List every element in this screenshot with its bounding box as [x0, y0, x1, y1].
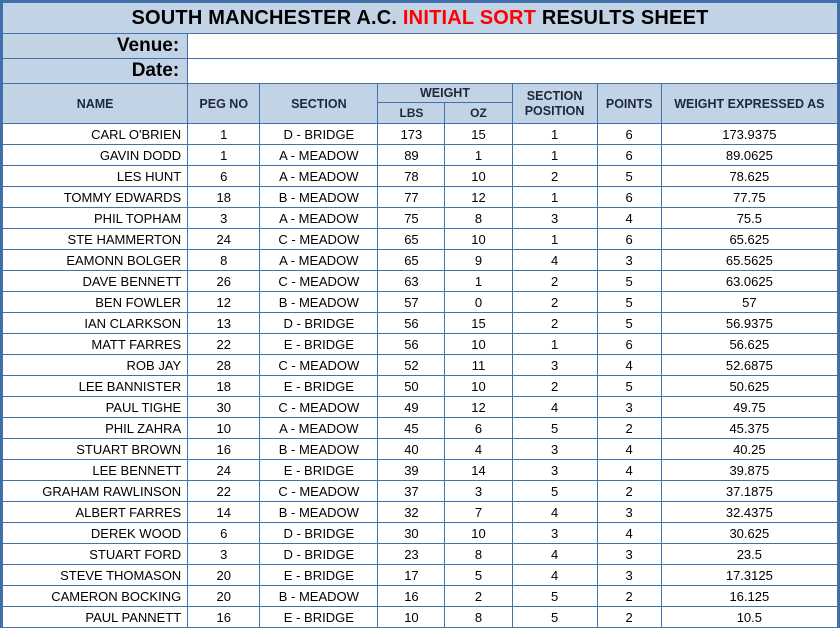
cell-section-position: 2 [512, 292, 597, 313]
cell-name: GAVIN DODD [3, 145, 188, 166]
cell-points: 3 [597, 565, 661, 586]
cell-points: 4 [597, 460, 661, 481]
cell-oz: 4 [445, 439, 512, 460]
cell-peg-no: 6 [188, 166, 260, 187]
cell-section-position: 1 [512, 229, 597, 250]
cell-name: CAMERON BOCKING [3, 586, 188, 607]
cell-points: 6 [597, 145, 661, 166]
table-row [3, 145, 838, 166]
cell-points: 5 [597, 376, 661, 397]
cell-weight-expressed-as: 16.125 [661, 586, 837, 607]
cell-section: E - BRIDGE [260, 334, 378, 355]
column-header-section-position: SECTION POSITION [512, 84, 597, 124]
cell-points: 5 [597, 271, 661, 292]
title-row [3, 3, 838, 34]
table-row [3, 208, 838, 229]
cell-section: D - BRIDGE [260, 313, 378, 334]
title-highlight: INITIAL SORT [402, 6, 537, 29]
cell-lbs: 39 [378, 460, 445, 481]
table-row [3, 544, 838, 565]
cell-section: A - MEADOW [260, 208, 378, 229]
cell-weight-expressed-as: 63.0625 [661, 271, 837, 292]
table-body [3, 124, 838, 628]
cell-oz: 10 [445, 376, 512, 397]
cell-peg-no: 28 [188, 355, 260, 376]
cell-oz: 10 [445, 229, 512, 250]
cell-points: 2 [597, 586, 661, 607]
title-post: RESULTS SHEET [536, 6, 709, 29]
table-row [3, 565, 838, 586]
cell-oz: 11 [445, 355, 512, 376]
cell-name: ROB JAY [3, 355, 188, 376]
cell-oz: 1 [445, 271, 512, 292]
cell-name: CARL O'BRIEN [3, 124, 188, 145]
cell-name: STEVE THOMASON [3, 565, 188, 586]
cell-section: C - MEADOW [260, 481, 378, 502]
cell-oz: 12 [445, 187, 512, 208]
cell-weight-expressed-as: 30.625 [661, 523, 837, 544]
cell-weight-expressed-as: 75.5 [661, 208, 837, 229]
cell-section: B - MEADOW [260, 187, 378, 208]
cell-name: DAVE BENNETT [3, 271, 188, 292]
cell-lbs: 89 [378, 145, 445, 166]
cell-peg-no: 1 [188, 124, 260, 145]
cell-lbs: 49 [378, 397, 445, 418]
cell-peg-no: 1 [188, 145, 260, 166]
cell-section: D - BRIDGE [260, 523, 378, 544]
cell-section: B - MEADOW [260, 292, 378, 313]
cell-section-position: 2 [512, 376, 597, 397]
cell-section: D - BRIDGE [260, 544, 378, 565]
table-row [3, 124, 838, 145]
cell-section-position: 1 [512, 334, 597, 355]
cell-section: C - MEADOW [260, 355, 378, 376]
cell-lbs: 173 [378, 124, 445, 145]
cell-section-position: 1 [512, 145, 597, 166]
table-row [3, 313, 838, 334]
cell-section: E - BRIDGE [260, 460, 378, 481]
venue-label: Venue: [3, 34, 188, 59]
cell-oz: 9 [445, 250, 512, 271]
cell-name: PHIL TOPHAM [3, 208, 188, 229]
cell-points: 3 [597, 502, 661, 523]
table-row [3, 250, 838, 271]
cell-section-position: 4 [512, 502, 597, 523]
cell-lbs: 40 [378, 439, 445, 460]
cell-weight-expressed-as: 65.5625 [661, 250, 837, 271]
cell-lbs: 75 [378, 208, 445, 229]
table-row [3, 586, 838, 607]
cell-oz: 12 [445, 397, 512, 418]
cell-weight-expressed-as: 49.75 [661, 397, 837, 418]
cell-weight-expressed-as: 173.9375 [661, 124, 837, 145]
cell-name: PAUL TIGHE [3, 397, 188, 418]
cell-lbs: 37 [378, 481, 445, 502]
date-label: Date: [3, 59, 188, 84]
cell-section: B - MEADOW [260, 502, 378, 523]
cell-points: 4 [597, 355, 661, 376]
cell-peg-no: 3 [188, 208, 260, 229]
cell-section: A - MEADOW [260, 418, 378, 439]
cell-weight-expressed-as: 89.0625 [661, 145, 837, 166]
cell-oz: 3 [445, 481, 512, 502]
column-header-name: NAME [3, 84, 188, 124]
cell-name: LES HUNT [3, 166, 188, 187]
cell-points: 5 [597, 292, 661, 313]
cell-points: 4 [597, 523, 661, 544]
cell-lbs: 65 [378, 250, 445, 271]
cell-name: PHIL ZAHRA [3, 418, 188, 439]
cell-peg-no: 14 [188, 502, 260, 523]
cell-lbs: 56 [378, 313, 445, 334]
cell-lbs: 10 [378, 607, 445, 628]
cell-section-position: 3 [512, 439, 597, 460]
column-header-peg-no: PEG NO [188, 84, 260, 124]
cell-weight-expressed-as: 77.75 [661, 187, 837, 208]
cell-peg-no: 10 [188, 418, 260, 439]
cell-lbs: 16 [378, 586, 445, 607]
title-pre: SOUTH MANCHESTER A.C. [131, 6, 403, 29]
cell-points: 3 [597, 397, 661, 418]
date-row [3, 59, 838, 84]
cell-weight-expressed-as: 10.5 [661, 607, 837, 628]
cell-oz: 10 [445, 523, 512, 544]
cell-lbs: 65 [378, 229, 445, 250]
cell-section: B - MEADOW [260, 586, 378, 607]
cell-section: A - MEADOW [260, 250, 378, 271]
cell-peg-no: 20 [188, 586, 260, 607]
cell-peg-no: 3 [188, 544, 260, 565]
header-row-top [3, 84, 838, 103]
cell-points: 6 [597, 124, 661, 145]
cell-section-position: 4 [512, 544, 597, 565]
cell-name: LEE BANNISTER [3, 376, 188, 397]
cell-section-position: 2 [512, 166, 597, 187]
cell-lbs: 56 [378, 334, 445, 355]
cell-section: E - BRIDGE [260, 565, 378, 586]
table-row [3, 460, 838, 481]
cell-section: A - MEADOW [260, 166, 378, 187]
table-row [3, 523, 838, 544]
cell-section-position: 4 [512, 397, 597, 418]
cell-lbs: 63 [378, 271, 445, 292]
cell-points: 3 [597, 544, 661, 565]
cell-name: MATT FARRES [3, 334, 188, 355]
cell-weight-expressed-as: 23.5 [661, 544, 837, 565]
cell-oz: 10 [445, 166, 512, 187]
table-row [3, 481, 838, 502]
table-row [3, 271, 838, 292]
cell-oz: 0 [445, 292, 512, 313]
table-row [3, 418, 838, 439]
cell-points: 4 [597, 208, 661, 229]
cell-section-position: 3 [512, 523, 597, 544]
cell-name: DEREK WOOD [3, 523, 188, 544]
cell-peg-no: 16 [188, 607, 260, 628]
cell-lbs: 23 [378, 544, 445, 565]
cell-peg-no: 22 [188, 481, 260, 502]
cell-section-position: 2 [512, 313, 597, 334]
cell-oz: 15 [445, 313, 512, 334]
cell-lbs: 57 [378, 292, 445, 313]
cell-lbs: 17 [378, 565, 445, 586]
cell-lbs: 52 [378, 355, 445, 376]
table-row [3, 334, 838, 355]
cell-weight-expressed-as: 52.6875 [661, 355, 837, 376]
cell-weight-expressed-as: 65.625 [661, 229, 837, 250]
date-value[interactable] [188, 59, 838, 84]
cell-section: C - MEADOW [260, 397, 378, 418]
table-row [3, 607, 838, 628]
cell-name: GRAHAM RAWLINSON [3, 481, 188, 502]
cell-peg-no: 18 [188, 376, 260, 397]
cell-lbs: 50 [378, 376, 445, 397]
cell-points: 6 [597, 334, 661, 355]
cell-section-position: 1 [512, 124, 597, 145]
cell-section: C - MEADOW [260, 271, 378, 292]
cell-weight-expressed-as: 37.1875 [661, 481, 837, 502]
cell-name: LEE BENNETT [3, 460, 188, 481]
table-row [3, 397, 838, 418]
cell-points: 2 [597, 607, 661, 628]
cell-weight-expressed-as: 78.625 [661, 166, 837, 187]
sheet-title [3, 3, 838, 34]
cell-oz: 8 [445, 544, 512, 565]
cell-points: 5 [597, 313, 661, 334]
cell-section-position: 3 [512, 355, 597, 376]
venue-value[interactable] [188, 34, 838, 59]
cell-lbs: 78 [378, 166, 445, 187]
cell-peg-no: 12 [188, 292, 260, 313]
venue-row [3, 34, 838, 59]
cell-name: EAMONN BOLGER [3, 250, 188, 271]
cell-name: ALBERT FARRES [3, 502, 188, 523]
cell-oz: 10 [445, 334, 512, 355]
cell-oz: 8 [445, 208, 512, 229]
cell-peg-no: 26 [188, 271, 260, 292]
cell-peg-no: 30 [188, 397, 260, 418]
cell-points: 6 [597, 187, 661, 208]
cell-section-position: 5 [512, 586, 597, 607]
cell-weight-expressed-as: 40.25 [661, 439, 837, 460]
cell-section-position: 4 [512, 565, 597, 586]
cell-weight-expressed-as: 56.9375 [661, 313, 837, 334]
cell-section-position: 5 [512, 418, 597, 439]
cell-points: 3 [597, 250, 661, 271]
cell-peg-no: 18 [188, 187, 260, 208]
cell-oz: 7 [445, 502, 512, 523]
cell-oz: 5 [445, 565, 512, 586]
cell-name: STUART FORD [3, 544, 188, 565]
cell-weight-expressed-as: 45.375 [661, 418, 837, 439]
cell-section-position: 3 [512, 460, 597, 481]
cell-name: STE HAMMERTON [3, 229, 188, 250]
cell-weight-expressed-as: 17.3125 [661, 565, 837, 586]
cell-oz: 14 [445, 460, 512, 481]
cell-peg-no: 6 [188, 523, 260, 544]
table-row [3, 355, 838, 376]
table-row [3, 166, 838, 187]
table-row [3, 376, 838, 397]
cell-section: E - BRIDGE [260, 376, 378, 397]
cell-section: C - MEADOW [260, 229, 378, 250]
table-row [3, 229, 838, 250]
column-header-weight: WEIGHT [378, 84, 512, 103]
cell-section-position: 2 [512, 271, 597, 292]
cell-lbs: 32 [378, 502, 445, 523]
cell-section: A - MEADOW [260, 145, 378, 166]
cell-section-position: 5 [512, 481, 597, 502]
column-header-weight-expressed-as: WEIGHT EXPRESSED AS [661, 84, 837, 124]
cell-peg-no: 24 [188, 229, 260, 250]
cell-peg-no: 22 [188, 334, 260, 355]
cell-oz: 8 [445, 607, 512, 628]
cell-points: 2 [597, 418, 661, 439]
cell-weight-expressed-as: 39.875 [661, 460, 837, 481]
cell-section: E - BRIDGE [260, 607, 378, 628]
cell-weight-expressed-as: 50.625 [661, 376, 837, 397]
cell-oz: 15 [445, 124, 512, 145]
cell-name: PAUL PANNETT [3, 607, 188, 628]
cell-points: 5 [597, 166, 661, 187]
table-row [3, 502, 838, 523]
cell-section-position: 3 [512, 208, 597, 229]
column-header-oz: OZ [445, 103, 512, 124]
table-row [3, 439, 838, 460]
cell-oz: 1 [445, 145, 512, 166]
cell-name: TOMMY EDWARDS [3, 187, 188, 208]
cell-oz: 2 [445, 586, 512, 607]
cell-name: STUART BROWN [3, 439, 188, 460]
cell-peg-no: 24 [188, 460, 260, 481]
cell-section-position: 4 [512, 250, 597, 271]
cell-section: D - BRIDGE [260, 124, 378, 145]
column-header-points: POINTS [597, 84, 661, 124]
cell-points: 2 [597, 481, 661, 502]
cell-name: BEN FOWLER [3, 292, 188, 313]
cell-peg-no: 13 [188, 313, 260, 334]
cell-points: 6 [597, 229, 661, 250]
table-row [3, 292, 838, 313]
cell-lbs: 45 [378, 418, 445, 439]
cell-section-position: 1 [512, 187, 597, 208]
cell-weight-expressed-as: 56.625 [661, 334, 837, 355]
cell-lbs: 30 [378, 523, 445, 544]
cell-oz: 6 [445, 418, 512, 439]
cell-weight-expressed-as: 32.4375 [661, 502, 837, 523]
column-header-section: SECTION [260, 84, 378, 124]
results-table [2, 2, 838, 628]
cell-peg-no: 20 [188, 565, 260, 586]
cell-section: B - MEADOW [260, 439, 378, 460]
cell-section-position: 5 [512, 607, 597, 628]
column-header-lbs: LBS [378, 103, 445, 124]
cell-peg-no: 8 [188, 250, 260, 271]
cell-points: 4 [597, 439, 661, 460]
cell-lbs: 77 [378, 187, 445, 208]
table-row [3, 187, 838, 208]
cell-weight-expressed-as: 57 [661, 292, 837, 313]
cell-name: IAN CLARKSON [3, 313, 188, 334]
cell-peg-no: 16 [188, 439, 260, 460]
